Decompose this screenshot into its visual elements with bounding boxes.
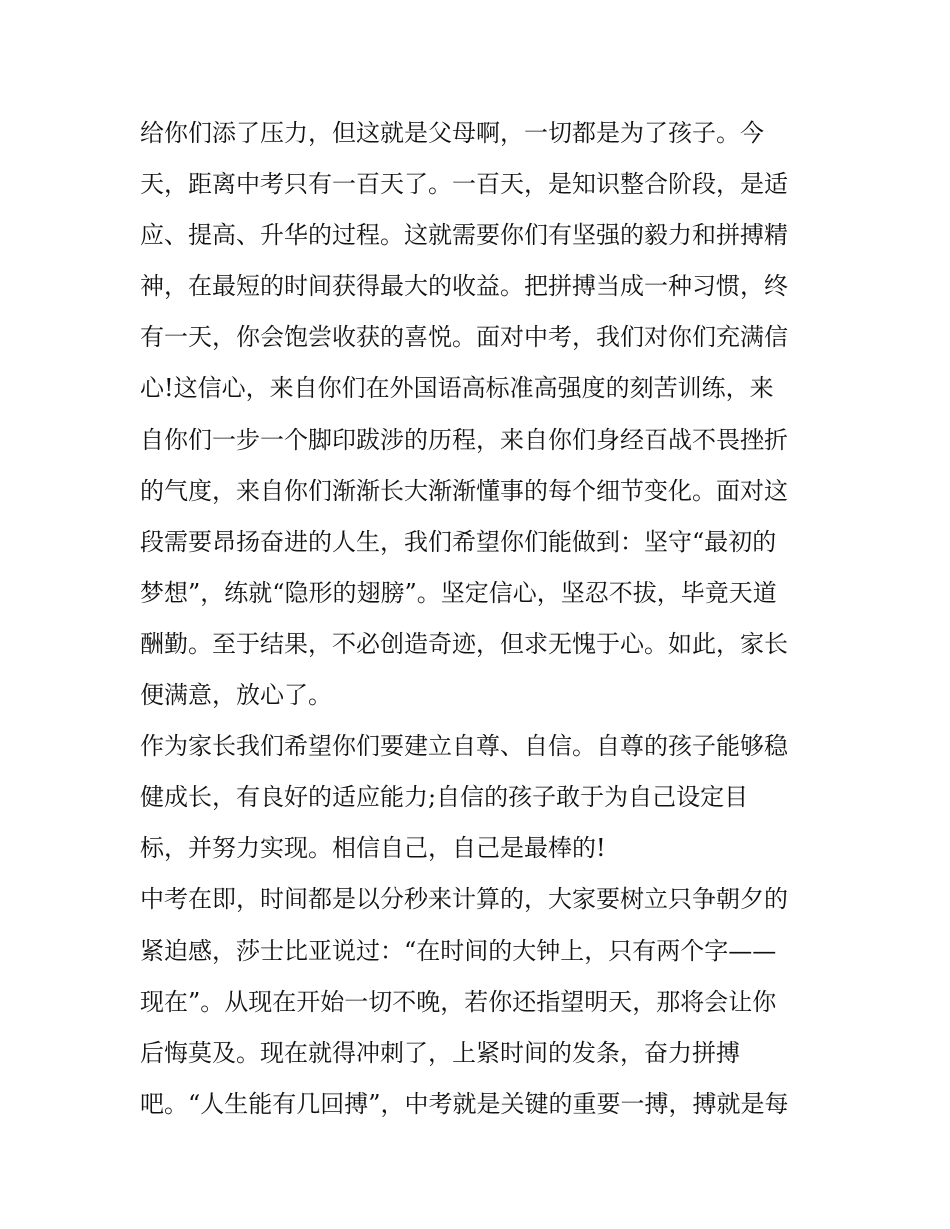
text-line: 便满意，放心了。 — [140, 681, 332, 710]
text-line: 现在”。从现在开始一切不晚，若你还指望明天，那将会让你 — [140, 987, 777, 1016]
text-line: 吧。“人生能有几回搏”，中考就是关键的重要一搏，搏就是每 — [140, 1089, 789, 1118]
text-line: 段需要昂扬奋进的人生，我们希望你们能做到：坚守“最初的 — [140, 527, 777, 556]
text-line: 心!这信心，来自你们在外国语高标准高强度的刻苦训练，来 — [140, 374, 774, 403]
text-line: 中考在即，时间都是以分秒来计算的，大家要树立只争朝夕的 — [140, 885, 788, 914]
text-line: 酬勤。至于结果，不必创造奇迹，但求无愧于心。如此，家长 — [140, 629, 788, 658]
text-line: 标，并努力实现。相信自己，自己是最棒的! — [140, 834, 606, 863]
text-line: 自你们一步一个脚印跋涉的历程，来自你们身经百战不畏挫折 — [140, 425, 788, 454]
text-line: 应、提高、升华的过程。这就需要你们有坚强的毅力和拼搏精 — [140, 221, 788, 250]
document-body — [140, 108, 820, 1130]
text-line: 的气度，来自你们渐渐长大渐渐懂事的每个细节变化。面对这 — [140, 476, 788, 505]
text-line: 有一天，你会饱尝收获的喜悦。面对中考，我们对你们充满信 — [140, 323, 788, 352]
text-line: 紧迫感，莎士比亚说过：“在时间的大钟上，只有两个字—— — [140, 936, 777, 965]
text-line: 梦想”，练就“隐形的翅膀”。坚定信心，坚忍不拔，毕竟天道 — [140, 578, 777, 607]
text-line: 作为家长我们希望你们要建立自尊、自信。自尊的孩子能够稳 — [140, 732, 788, 761]
text-line: 神，在最短的时间获得最大的收益。把拼搏当成一种习惯，终 — [140, 272, 788, 301]
text-line: 后悔莫及。现在就得冲刺了，上紧时间的发条，奋力拼搏 — [140, 1038, 740, 1067]
text-line: 给你们添了压力，但这就是父母啊，一切都是为了孩子。今 — [140, 119, 764, 147]
text-line: 健成长，有良好的适应能力;自信的孩子敢于为自己设定目 — [140, 783, 749, 812]
text-line: 天，距离中考只有一百天了。一百天，是知识整合阶段，是适 — [140, 170, 788, 199]
